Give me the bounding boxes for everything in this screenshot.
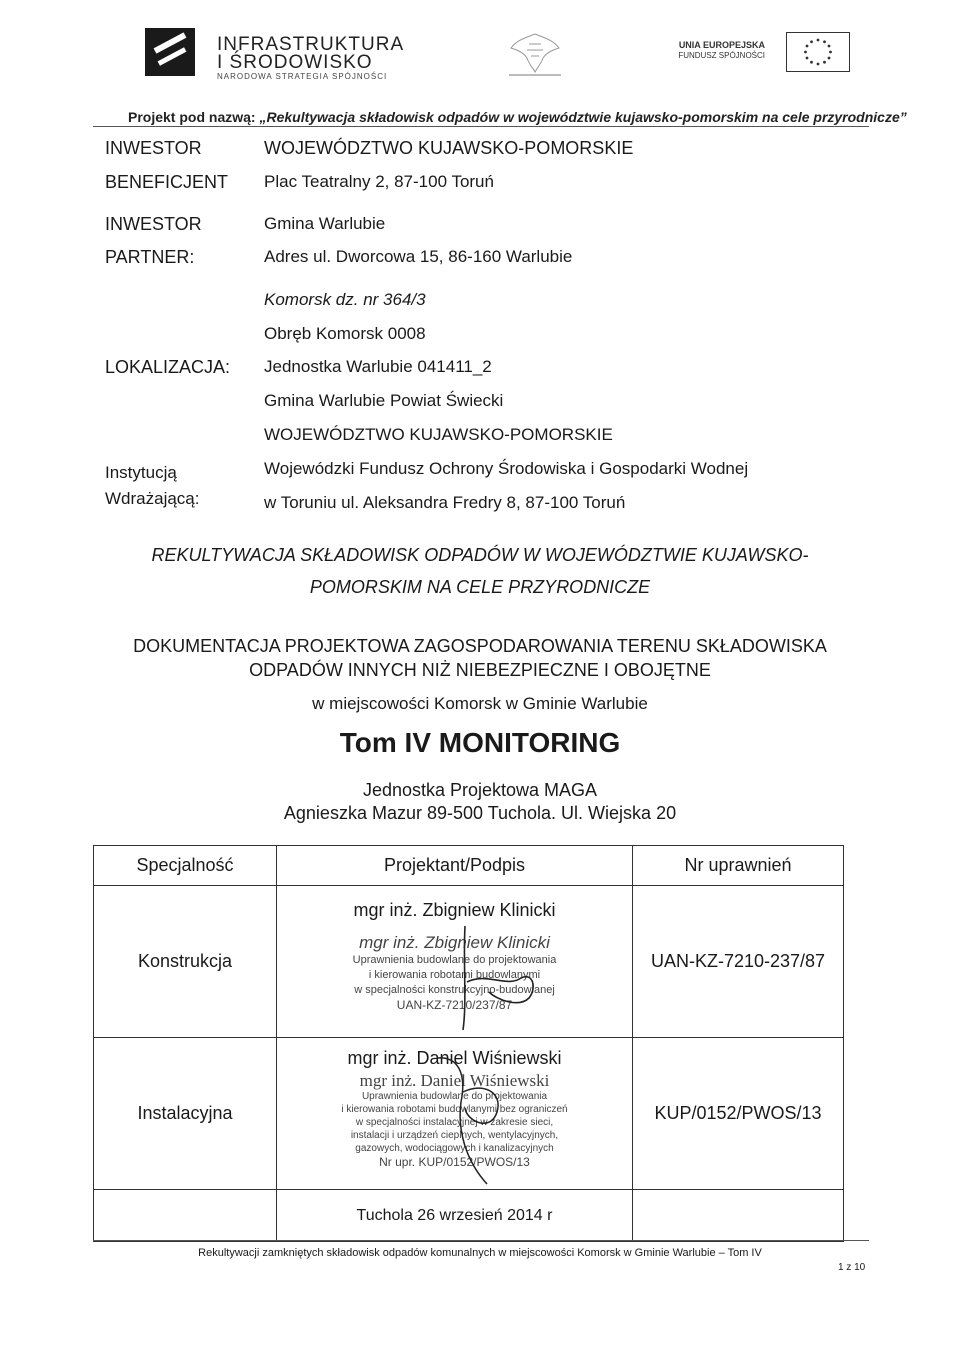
partner-label: PARTNER: <box>105 247 195 267</box>
date-line: Tuchola 26 wrzesień 2014 r <box>277 1190 633 1242</box>
table-row <box>94 886 844 1038</box>
location-voivodeship: WOJEWÓDZTWO KUJAWSKO-POMORSKIE <box>264 425 613 444</box>
institution-name: Wojewódzki Fundusz Ochrony Środowiska i Gospodarki Wodnej <box>264 459 749 478</box>
institution-label-line2: Wdrażającą: <box>105 489 200 508</box>
stamp-line: Uprawnienia budowlane do projektowania <box>352 954 557 966</box>
stamp-line: w specjalności konstrukcyjno-budowlanej <box>354 984 555 996</box>
date-row-empty <box>94 1190 277 1242</box>
investor-label: INWESTOR <box>105 138 202 158</box>
institution-label-line1: Instytucją <box>105 463 177 482</box>
date-row <box>94 1190 844 1242</box>
main-title-line2: POMORSKIM NA CELE PRZYRODNICZE <box>309 577 651 597</box>
firm-address: Agnieszka Mazur 89-500 Tuchola. Ul. Wiejska 20 <box>283 803 677 823</box>
header-license: Nr uprawnień <box>633 846 844 886</box>
handwritten-signature-icon <box>437 922 547 1034</box>
project-prefix: Projekt pod nazwą: <box>128 109 256 125</box>
stamp-line: instalacji i urządzeń cieplnych, wentylacyjnych, <box>350 1130 559 1141</box>
row-designer-cell <box>277 886 633 1038</box>
partner-address: Adres ul. Dworcowa 15, 86-160 Warlubie <box>264 247 573 266</box>
header-designer: Projektant/Podpis <box>277 846 633 886</box>
row-designer-cell <box>277 1038 633 1190</box>
stamp-name: mgr inż. Zbigniew Klinicki <box>359 933 550 952</box>
location-unit: Jednostka Warlubie 041411_2 <box>264 357 492 376</box>
row-license: UAN-KZ-7210-237/87 <box>633 886 844 1038</box>
project-name: „Rekultywacja składowisk odpadów w województwie kujawsko-pomorskim na cele przyrodnicze” <box>259 109 907 125</box>
footer-text: Rekultywacji zamkniętych składowisk odpadów komunalnych w miejscowości Komorsk w Gminie Warlubie – Tom IV <box>198 1247 762 1259</box>
doc-title-line2: ODPADÓW INNYCH NIŻ NIEBEZPIECZNE I OBOJĘTNE <box>249 660 711 680</box>
page-number: 1 z 10 <box>838 1262 866 1273</box>
row-specialty: Instalacyjna <box>94 1038 277 1190</box>
beneficiary-label: BENEFICJENT <box>105 172 229 192</box>
location-parcel: Komorsk dz. nr 364/3 <box>264 290 426 309</box>
stamp-line: Uprawnienia budowlane do projektowania <box>361 1091 548 1102</box>
eu-logo <box>660 30 850 74</box>
project-title-line <box>128 109 907 125</box>
location-label: LOKALIZACJA: <box>105 357 231 377</box>
investor-address: Plac Teatralny 2, 87-100 Toruń <box>264 172 494 191</box>
location-commune: Gmina Warlubie Powiat Świecki <box>264 391 504 410</box>
location-precinct: Obręb Komorsk 0008 <box>264 324 426 343</box>
footer-divider <box>93 1240 869 1241</box>
header-divider <box>93 126 869 127</box>
date-row-empty <box>633 1190 844 1242</box>
stamp-line: i kierowania robotami budowlanymi bez ograniczeń <box>341 1104 568 1115</box>
eu-name: UNIA EUROPEJSKA <box>678 40 765 50</box>
handwritten-signature-icon <box>427 1052 537 1188</box>
stamp-line: UAN-KZ-7210/237/87 <box>396 998 513 1012</box>
main-title-line1: REKULTYWACJA SKŁADOWISK ODPADÓW W WOJEWÓDZTWIE KUJAWSKO- <box>151 545 809 565</box>
designer-name: mgr inż. Daniel Wiśniewski <box>347 1048 562 1068</box>
program-name-line2: I ŚRODOWISKO <box>217 52 373 73</box>
eu-flag-icon <box>786 32 850 72</box>
investor-name: WOJEWÓDZTWO KUJAWSKO-POMORSKIE <box>264 138 634 158</box>
program-name-line1: INFRASTRUKTURA <box>217 34 405 55</box>
designer-name: mgr inż. Zbigniew Klinicki <box>353 900 556 920</box>
program-name-line3: NARODOWA STRATEGIA SPÓJNOŚCI <box>217 72 388 81</box>
firm-name: Jednostka Projektowa MAGA <box>362 780 598 800</box>
row-specialty: Konstrukcja <box>94 886 277 1038</box>
program-emblem-icon <box>145 28 195 76</box>
volume-title: Tom IV MONITORING <box>339 727 621 758</box>
table-header-row <box>94 846 844 886</box>
row-license: KUP/0152/PWOS/13 <box>633 1038 844 1190</box>
stamp-name: mgr inż. Daniel Wiśniewski <box>359 1071 550 1090</box>
infrastruktura-logo <box>145 22 405 80</box>
eu-fund-name: FUNDUSZ SPÓJNOŚCI <box>678 51 765 60</box>
partner-name: Gmina Warlubie <box>264 214 386 233</box>
institution-address: w Toruniu ul. Aleksandra Fredry 8, 87-100 Toruń <box>264 493 626 512</box>
stamp-line: Nr upr. KUP/0152/PWOS/13 <box>379 1155 530 1169</box>
polish-eagle-crest-icon <box>495 28 575 78</box>
signature-table <box>93 845 844 1242</box>
doc-title-line1: DOKUMENTACJA PROJEKTOWA ZAGOSPODAROWANIA TERENU SKŁADOWISKA <box>133 636 827 656</box>
stamp-line: w specjalności instalacyjnej w zakresie sieci, <box>355 1117 554 1128</box>
stamp-line: gazowych, wodociągowych i kanalizacyjnych <box>355 1143 554 1154</box>
doc-title-line3: w miejscowości Komorsk w Gminie Warlubie <box>312 694 648 713</box>
partner-investor-label: INWESTOR <box>105 214 202 234</box>
stamp-line: i kierowania robotami budowlanymi <box>368 969 541 981</box>
header-specialty: Specjalność <box>94 846 277 886</box>
table-row <box>94 1038 844 1190</box>
